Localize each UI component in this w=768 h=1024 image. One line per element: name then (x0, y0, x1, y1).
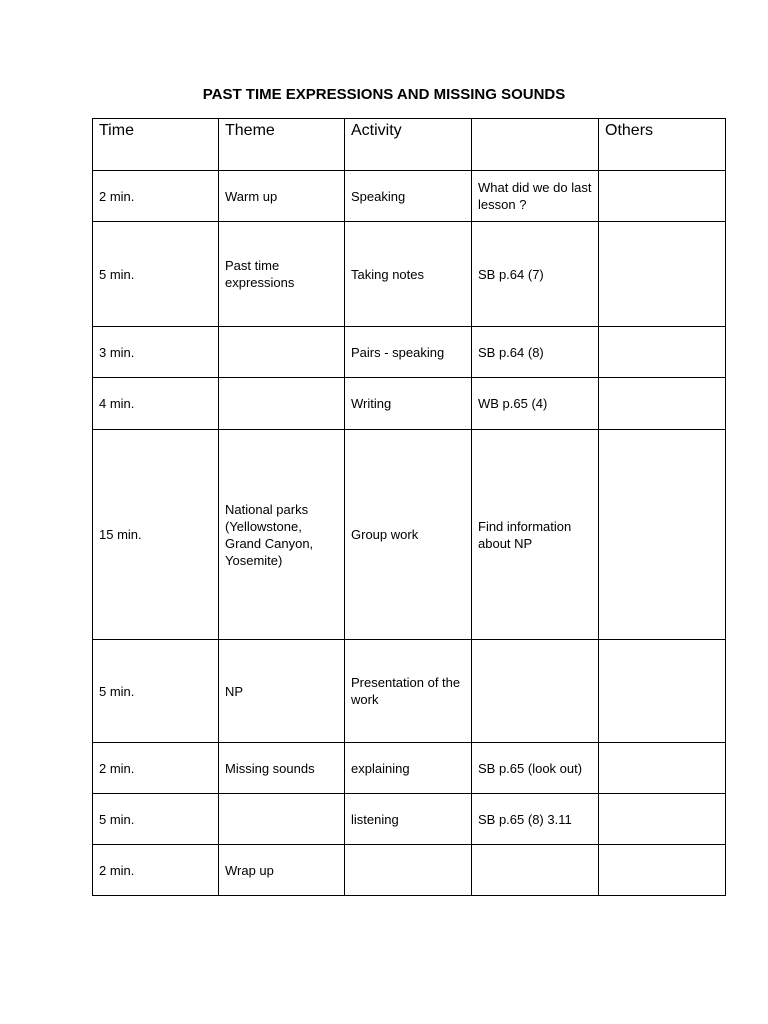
others-cell (599, 430, 726, 640)
time-cell: 5 min. (93, 640, 219, 743)
others-cell (599, 378, 726, 430)
header-row (93, 119, 726, 171)
table-row (93, 430, 726, 640)
activity-cell: Speaking (345, 171, 472, 222)
others-cell (599, 171, 726, 222)
time-cell: 5 min. (93, 222, 219, 327)
activity-cell (345, 845, 472, 896)
activity-cell: Presentation of the work (345, 640, 472, 743)
time-cell: 2 min. (93, 845, 219, 896)
theme-cell (219, 327, 345, 378)
theme-cell: NP (219, 640, 345, 743)
table-row (93, 640, 726, 743)
table-row (93, 327, 726, 378)
page-title: PAST TIME EXPRESSIONS AND MISSING SOUNDS (202, 86, 566, 103)
others-cell (599, 327, 726, 378)
column-header-resource (472, 119, 599, 171)
table-row (93, 378, 726, 430)
resource-cell: SB p.65 (look out) (472, 743, 599, 794)
activity-cell: Writing (345, 378, 472, 430)
resource-cell: What did we do last lesson ? (472, 171, 599, 222)
resource-cell: SB p.64 (7) (472, 222, 599, 327)
column-header-theme: Theme (219, 119, 345, 171)
others-cell (599, 794, 726, 845)
resource-cell (472, 640, 599, 743)
time-cell: 4 min. (93, 378, 219, 430)
resource-cell: SB p.65 (8) 3.11 (472, 794, 599, 845)
theme-cell: Wrap up (219, 845, 345, 896)
theme-cell (219, 378, 345, 430)
resource-cell: WB p.65 (4) (472, 378, 599, 430)
resource-cell: Find information about NP (472, 430, 599, 640)
theme-cell: National parks (Yellowstone, Grand Canyon, Yosemite) (219, 430, 345, 640)
time-cell: 15 min. (93, 430, 219, 640)
others-cell (599, 640, 726, 743)
resource-cell: SB p.64 (8) (472, 327, 599, 378)
theme-cell (219, 794, 345, 845)
column-header-others: Others (599, 119, 726, 171)
activity-cell: explaining (345, 743, 472, 794)
activity-cell: Taking notes (345, 222, 472, 327)
lesson-plan-table (92, 118, 726, 896)
theme-cell: Missing sounds (219, 743, 345, 794)
time-cell: 3 min. (93, 327, 219, 378)
table-row (93, 845, 726, 896)
table-row (93, 743, 726, 794)
others-cell (599, 743, 726, 794)
time-cell: 2 min. (93, 171, 219, 222)
activity-cell: Group work (345, 430, 472, 640)
others-cell (599, 222, 726, 327)
column-header-time: Time (93, 119, 219, 171)
activity-cell: Pairs - speaking (345, 327, 472, 378)
resource-cell (472, 845, 599, 896)
theme-cell: Warm up (219, 171, 345, 222)
others-cell (599, 845, 726, 896)
theme-cell: Past time expressions (219, 222, 345, 327)
time-cell: 5 min. (93, 794, 219, 845)
time-cell: 2 min. (93, 743, 219, 794)
activity-cell: listening (345, 794, 472, 845)
table-row (93, 171, 726, 222)
table-row (93, 794, 726, 845)
column-header-activity: Activity (345, 119, 472, 171)
table-row (93, 222, 726, 327)
